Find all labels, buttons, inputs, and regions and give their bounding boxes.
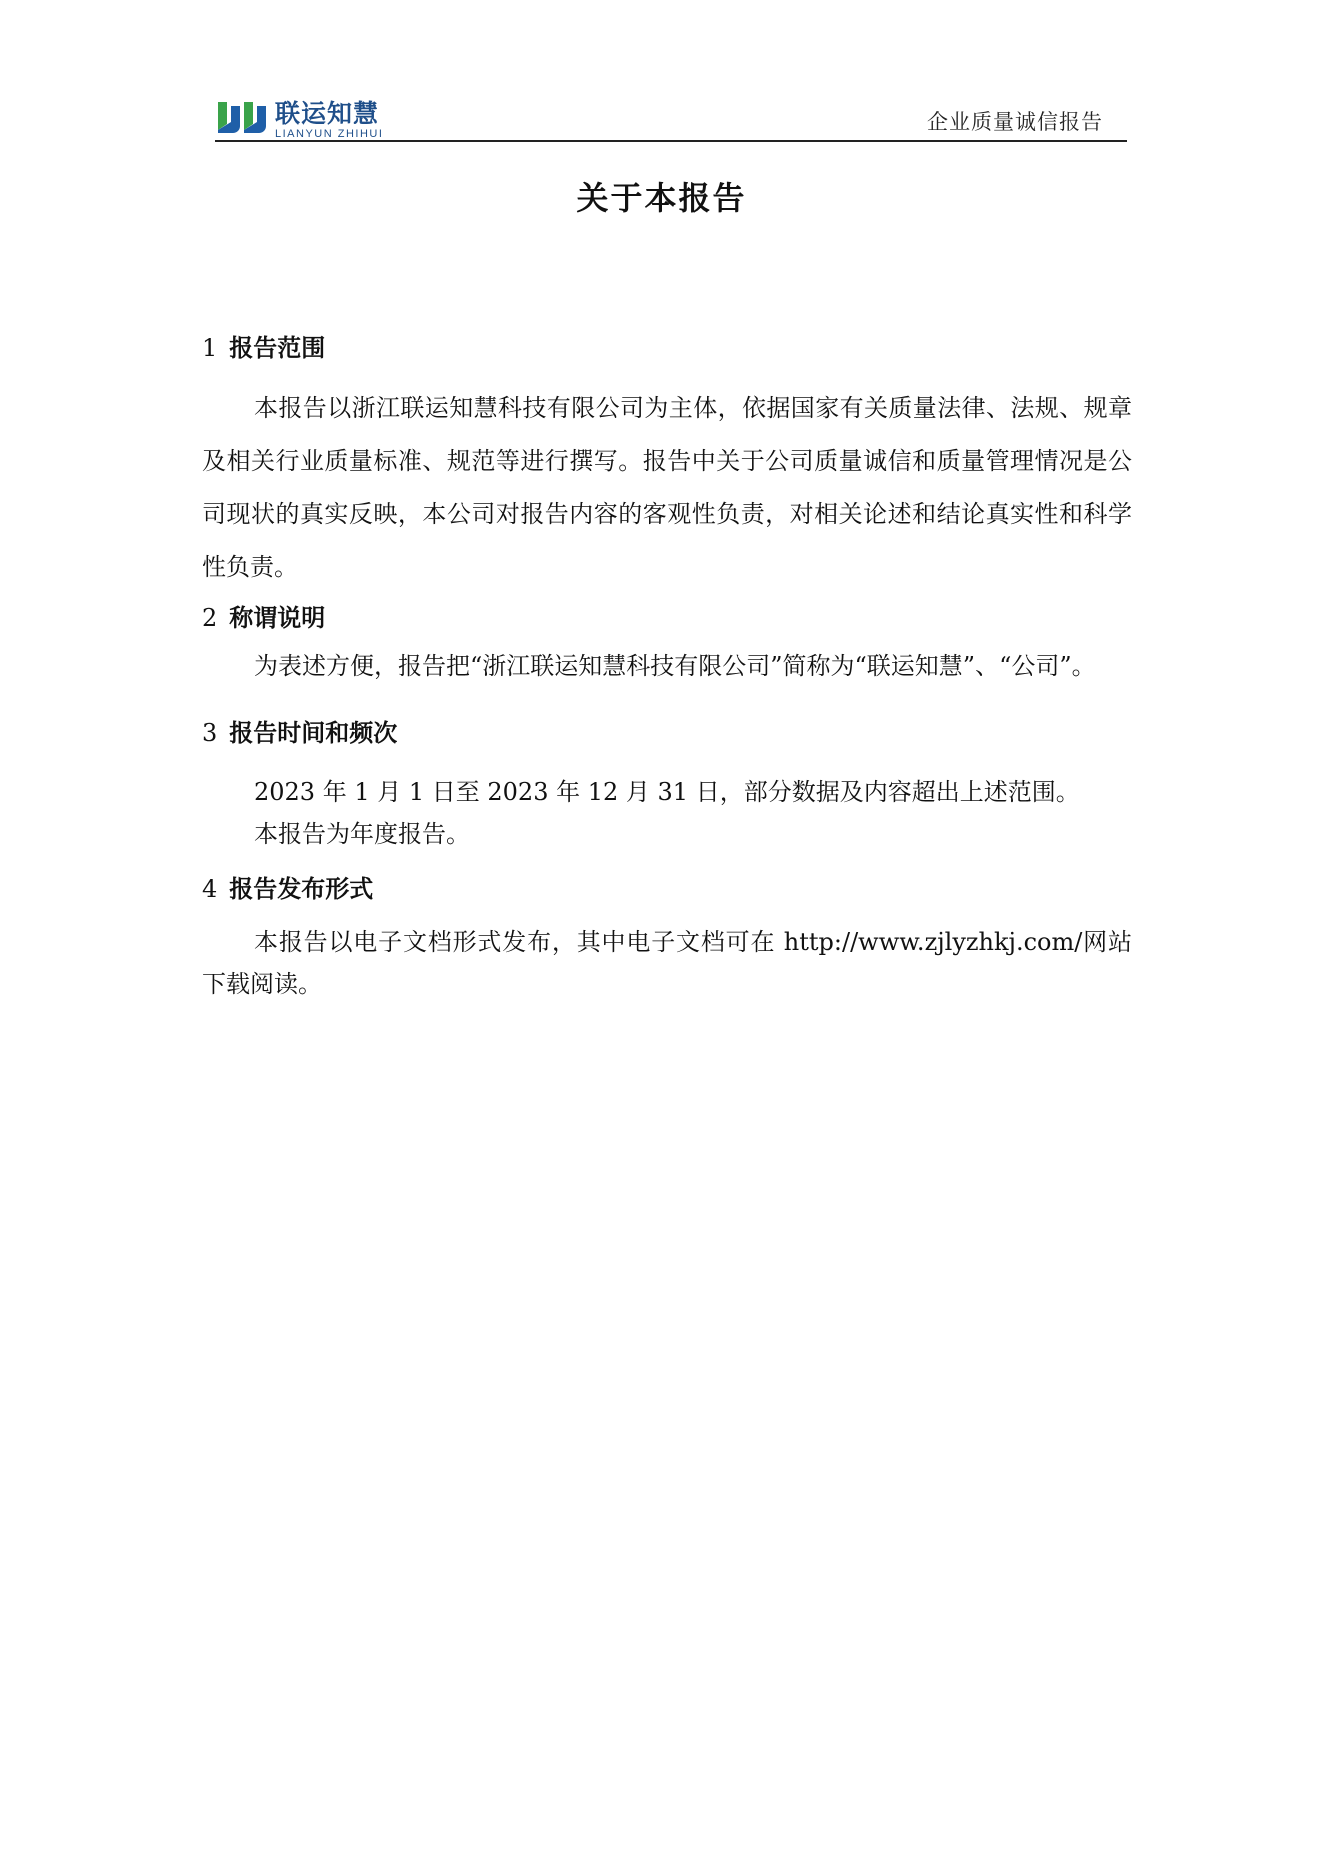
section-paragraph: 为表述方便，报告把“浙江联运知慧科技有限公司”简称为“联运知慧”、“公司”。 — [254, 652, 1096, 680]
section-heading-publication — [202, 867, 1132, 911]
report-body — [202, 326, 1132, 1005]
section-number: 3 — [202, 719, 218, 747]
logo-english-name: LIANYUN ZHIHUI — [275, 128, 384, 140]
section-paragraph: 本报告以电子文档形式发布，其中电子文档可在 http://www.zjlyzhkj.com/网站下载阅读。 — [202, 928, 1132, 998]
section-title: 报告范围 — [229, 334, 326, 362]
section-paragraph: 本报告以浙江联运知慧科技有限公司为主体，依据国家有关质量法律、法规、规章及相关行业质量标准、规范等进行撰写。报告中关于公司质量诚信和质量管理情况是公司现状的真实反映，本公司对报告内容的客观性负责，对相关论述和结论真实性和科学性负责。 — [202, 394, 1132, 581]
section-number: 1 — [202, 334, 218, 362]
section-heading-scope — [202, 326, 1132, 370]
company-logo — [215, 100, 383, 138]
section-number: 2 — [202, 604, 218, 632]
report-type-label: 企业质量诚信报告 — [927, 110, 1103, 134]
lianyun-logo-icon — [215, 100, 269, 136]
section-title: 报告发布形式 — [229, 875, 374, 903]
page-header — [215, 96, 1127, 142]
section-title: 称谓说明 — [229, 604, 326, 632]
page-title: 关于本报告 — [576, 179, 747, 217]
section-title: 报告时间和频次 — [229, 719, 398, 747]
logo-chinese-name: 联运知慧 — [275, 99, 380, 128]
section-number: 4 — [202, 875, 218, 903]
section-paragraph: 2023 年 1 月 1 日至 2023 年 12 月 31 日，部分数据及内容超出上述范围。 — [254, 778, 1080, 806]
section-paragraph: 本报告为年度报告。 — [254, 820, 470, 848]
section-heading-terms — [202, 596, 1132, 640]
section-heading-period — [202, 711, 1132, 755]
